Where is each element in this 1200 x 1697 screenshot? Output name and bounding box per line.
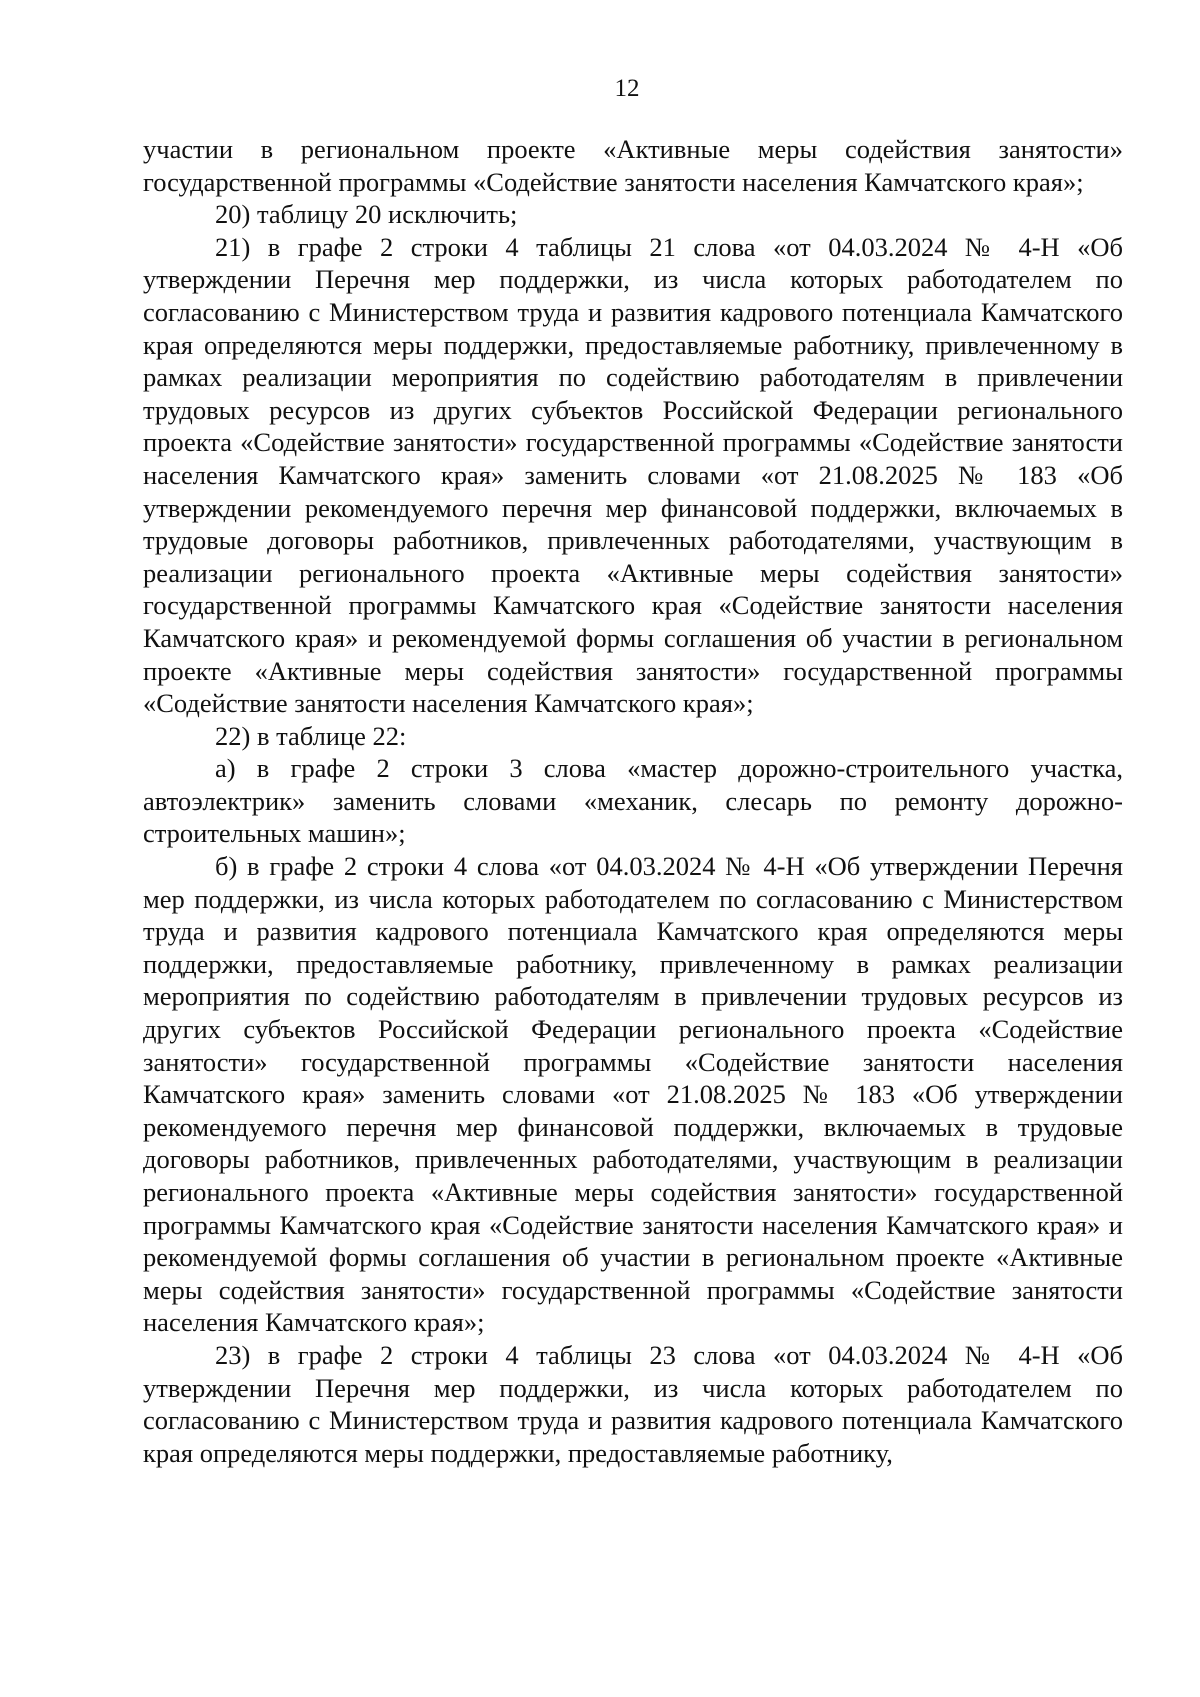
paragraph-item-23: 23) в графе 2 строки 4 таблицы 23 слова «от 04.03.2024 № 4-Н «Об утверждении Перечня мер поддержки, из числа которых работодателем по согласованию с Министерством труда и развития кадрового потенциала Камчатского края определяются меры поддержки, предоставляемые работнику, (143, 1339, 1123, 1468)
document-body (143, 133, 1123, 1469)
paragraph-item-22-a: а) в графе 2 строки 3 слова «мастер дорожно-строительного участка, автоэлектрик» заменить словами «механик, слесарь по ремонту дорожно-строительных машин»; (143, 753, 1123, 849)
paragraph-item-22: 22) в таблице 22: (215, 720, 407, 751)
paragraph-continuation: участии в региональном проекте «Активные меры содействия занятости» государственной программы «Содействие занятости населения Камчатского края»; (143, 134, 1123, 197)
paragraph-item-20: 20) таблицу 20 исключить; (215, 199, 518, 230)
paragraph-item-21: 21) в графе 2 строки 4 таблицы 21 слова «от 04.03.2024 № 4-Н «Об утверждении Перечня мер поддержки, из числа которых работодателем по согласованию с Министерством труда и развития кадрового потенциала Камчатского края определяются меры поддержки, предоставляемые работнику, привлеченному в рамках реализации мероприятия по содействию работодателям в привлечении трудовых ресурсов из других субъектов Российской Федерации регионального проекта «Содействие занятости» государственной программы «Содействие занятости населения Камчатского края» заменить словами «от 21.08.2025 № 183 «Об утверждении рекомендуемого перечня мер финансовой поддержки, включаемых в трудовые договоры работников, привлеченных работодателями, участвующим в реализации регионального проекта «Активные меры содействия занятости» государственной программы Камчатского края «Содействие занятости населения Камчатского края» и рекомендуемой формы соглашения об участии в региональном проекте «Активные меры содействия занятости» государственной программы «Содействие занятости населения Камчатского края»; (143, 231, 1123, 719)
page-number: 12 (614, 75, 640, 102)
paragraph-item-22-b: б) в графе 2 строки 4 слова «от 04.03.2024 № 4-Н «Об утверждении Перечня мер поддержки, из числа которых работодателем по согласованию с Министерством труда и развития кадрового потенциала Камчатского края определяются меры поддержки, предоставляемые работнику, привлеченному в рамках реализации мероприятия по содействию работодателям в привлечении трудовых ресурсов из других субъектов Российской Федерации регионального проекта «Содействие занятости» государственной программы «Содействие занятости населения Камчатского края» заменить словами «от 21.08.2025 № 183 «Об утверждении рекомендуемого перечня мер финансовой поддержки, включаемых в трудовые договоры работников, привлеченных работодателями, участвующим в реализации регионального проекта «Активные меры содействия занятости» государственной программы Камчатского края «Содействие занятости населения Камчатского края» и рекомендуемой формы соглашения об участии в региональном проекте «Активные меры содействия занятости» государственной программы «Содействие занятости населения Камчатского края»; (143, 851, 1123, 1338)
